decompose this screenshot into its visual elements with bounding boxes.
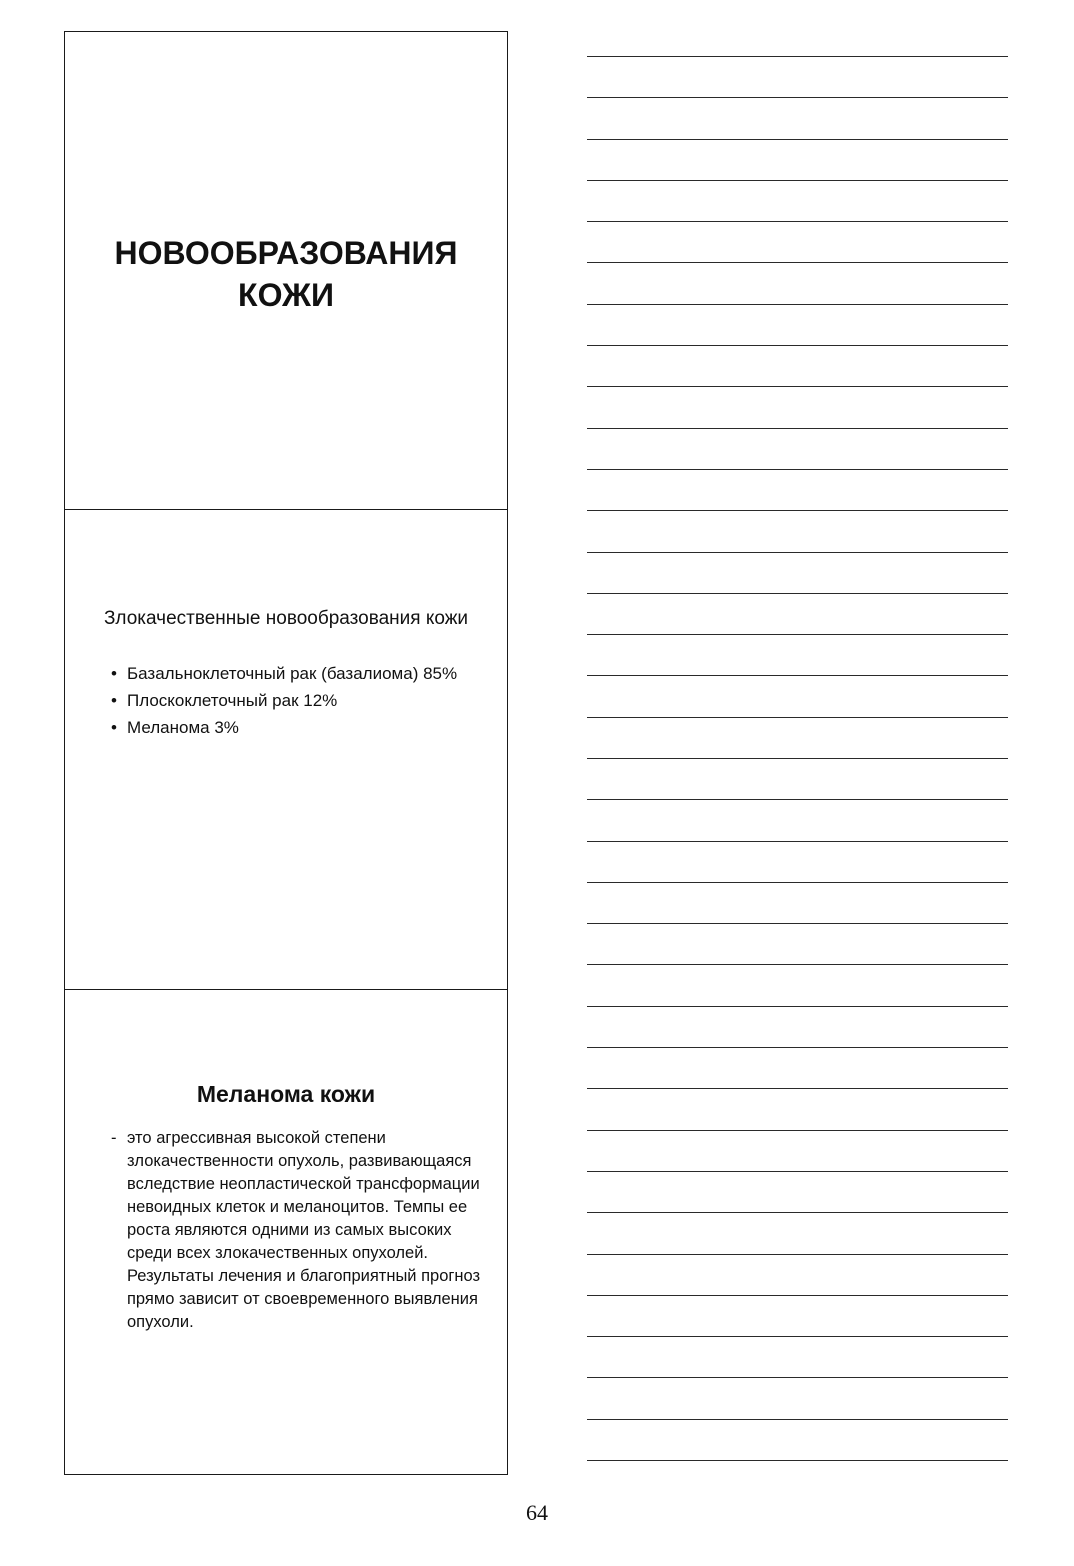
title-line-2: КОЖИ: [238, 277, 334, 313]
list-item-text: Меланома 3%: [127, 718, 239, 737]
note-line: [587, 1130, 1008, 1131]
note-line: [587, 882, 1008, 883]
slide-heading: Злокачественные новообразования кожи: [103, 608, 469, 629]
note-line: [587, 180, 1008, 181]
note-line: [587, 1377, 1008, 1378]
note-line: [587, 1460, 1008, 1461]
note-line: [587, 758, 1008, 759]
slide-heading: Меланома кожи: [196, 1081, 376, 1107]
note-line: [587, 717, 1008, 718]
page-number: 64: [526, 1500, 548, 1525]
slide-stack: [64, 31, 508, 1475]
note-line: [587, 1047, 1008, 1048]
dash-marker: -: [111, 1129, 117, 1147]
note-line: [587, 469, 1008, 470]
note-line: [587, 510, 1008, 511]
bullet-icon: •: [111, 691, 117, 710]
slide-title-heading: [65, 232, 507, 316]
list-item: [111, 717, 481, 739]
bullet-icon: •: [111, 664, 117, 683]
note-line: [587, 841, 1008, 842]
note-line: [587, 1006, 1008, 1007]
list-item-text: Плоскоклеточный рак 12%: [127, 691, 338, 710]
note-line: [587, 56, 1008, 57]
note-line: [587, 675, 1008, 676]
bullet-list: [111, 663, 481, 744]
note-line: [587, 386, 1008, 387]
slide-melanoma: [65, 990, 507, 1474]
note-line: [587, 1295, 1008, 1296]
note-line: [587, 634, 1008, 635]
list-item: [111, 663, 481, 685]
definition-paragraph: [111, 1127, 491, 1334]
note-line: [587, 345, 1008, 346]
note-line: [587, 552, 1008, 553]
note-line: [587, 428, 1008, 429]
note-line: [587, 221, 1008, 222]
note-line: [587, 1336, 1008, 1337]
note-line: [587, 1212, 1008, 1213]
note-line: [587, 304, 1008, 305]
note-line: [587, 799, 1008, 800]
note-line: [587, 1171, 1008, 1172]
note-line: [587, 1254, 1008, 1255]
list-item-text: Базальноклеточный рак (базалиома) 85%: [127, 664, 458, 683]
note-line: [587, 1419, 1008, 1420]
note-line: [587, 593, 1008, 594]
list-item: [111, 690, 481, 712]
notes-lines: [587, 0, 1008, 1566]
slide-title: [65, 32, 507, 510]
note-line: [587, 139, 1008, 140]
note-line: [587, 97, 1008, 98]
note-line: [587, 262, 1008, 263]
slide-malignant-neoplasms: [65, 510, 507, 990]
note-line: [587, 964, 1008, 965]
bullet-icon: •: [111, 718, 117, 737]
definition-text: это агрессивная высокой степени злокачественности опухоль, развивающаяся вследствие неопластической трансформации невоидных клеток и меланоцитов. Темпы ее роста являются одними из самых высоких среди всех злокачественных опухолей. Результаты лечения и благоприятный прогноз прямо зависит от своевременного выявления опухоли.: [127, 1129, 481, 1331]
title-line-1: НОВООБРАЗОВАНИЯ: [114, 235, 458, 271]
note-line: [587, 1088, 1008, 1089]
note-line: [587, 923, 1008, 924]
